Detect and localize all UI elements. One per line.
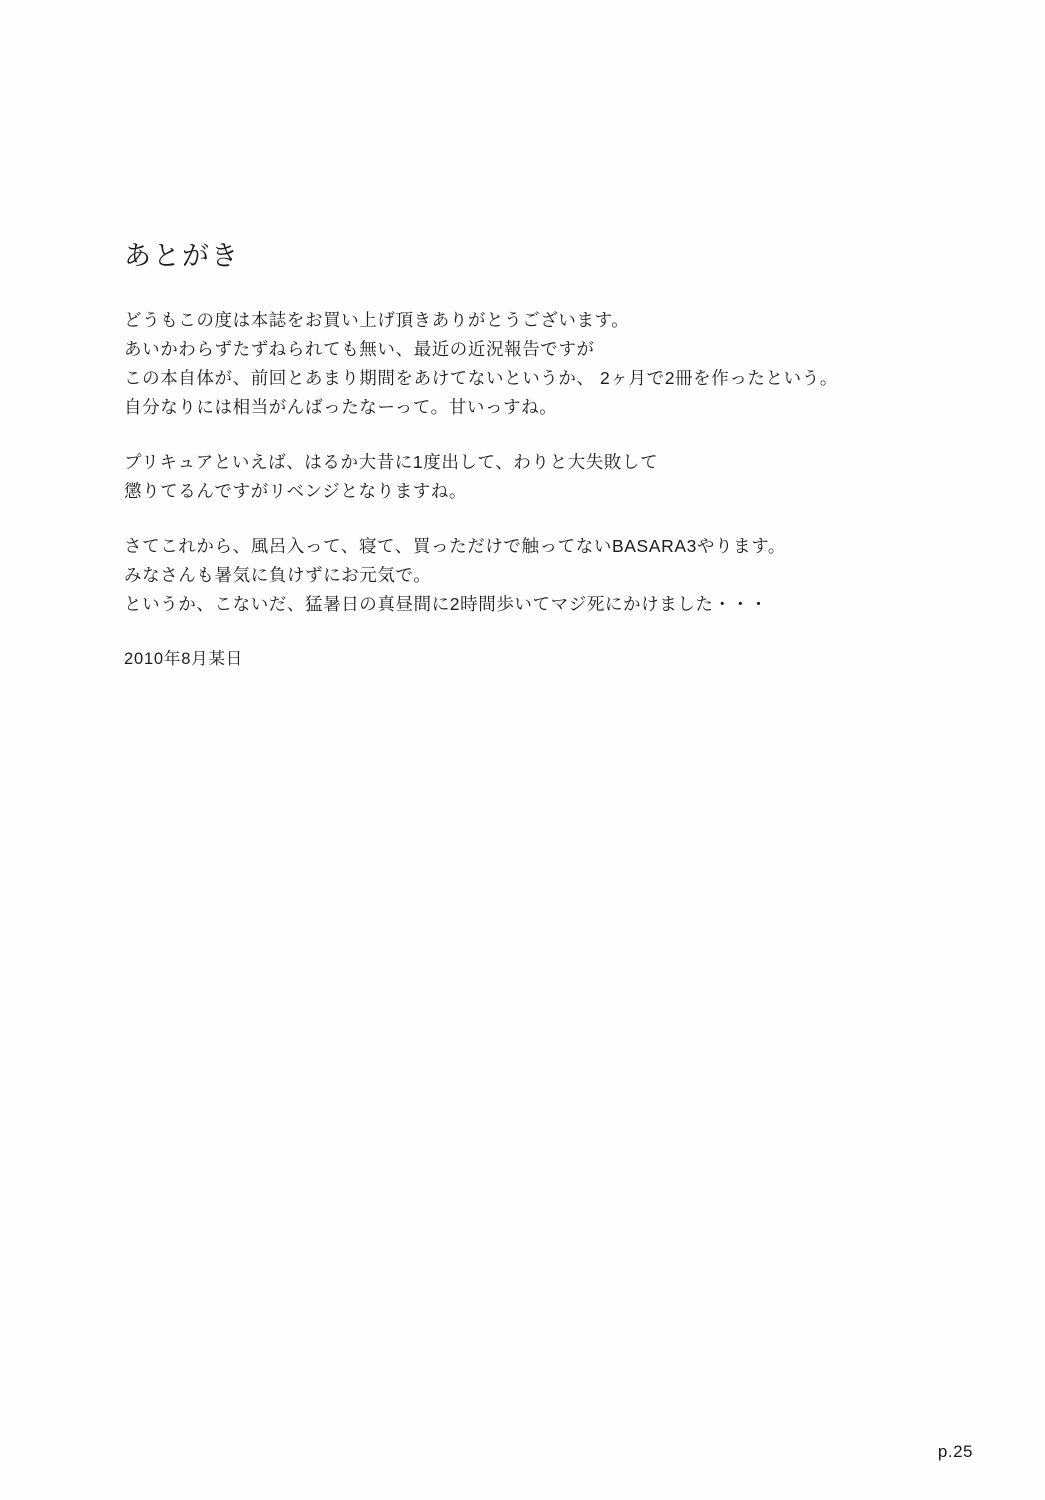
paragraph-2 bbox=[124, 448, 954, 506]
afterword-section bbox=[124, 240, 954, 669]
paragraph-1 bbox=[124, 306, 954, 422]
date-block bbox=[124, 645, 954, 669]
text-line: というか、こないだ、猛暑日の真昼間に2時間歩いてマジ死にかけました・・・ bbox=[124, 594, 768, 615]
text-line: あいかわらずたずねられても無い、最近の近況報告ですが bbox=[124, 339, 595, 360]
text-line: この本自体が、前回とあまり期間をあけてないというか、 2ヶ月で2冊を作ったという。 bbox=[124, 368, 838, 389]
page-number: p.25 bbox=[937, 1442, 973, 1461]
text-line: 懲りてるんですがリベンジとなりますね。 bbox=[124, 481, 468, 502]
text-line: プリキュアといえば、はるか大昔に1度出して、わりと大失敗して bbox=[124, 452, 659, 473]
text-line: さてこれから、風呂入って、寝て、買っただけで触ってないBASARA3やります。 bbox=[124, 536, 787, 557]
page-title: あとがき bbox=[124, 241, 240, 271]
text-line: どうもこの度は本誌をお買い上げ頂きありがとうございます。 bbox=[124, 310, 630, 331]
text-line: みなさんも暑気に負けずにお元気で。 bbox=[124, 565, 432, 586]
paragraph-3 bbox=[124, 532, 954, 619]
text-line: 自分なりには相当がんばったなーって。甘いっすね。 bbox=[124, 397, 558, 418]
date-text: 2010年8月某日 bbox=[124, 650, 244, 669]
